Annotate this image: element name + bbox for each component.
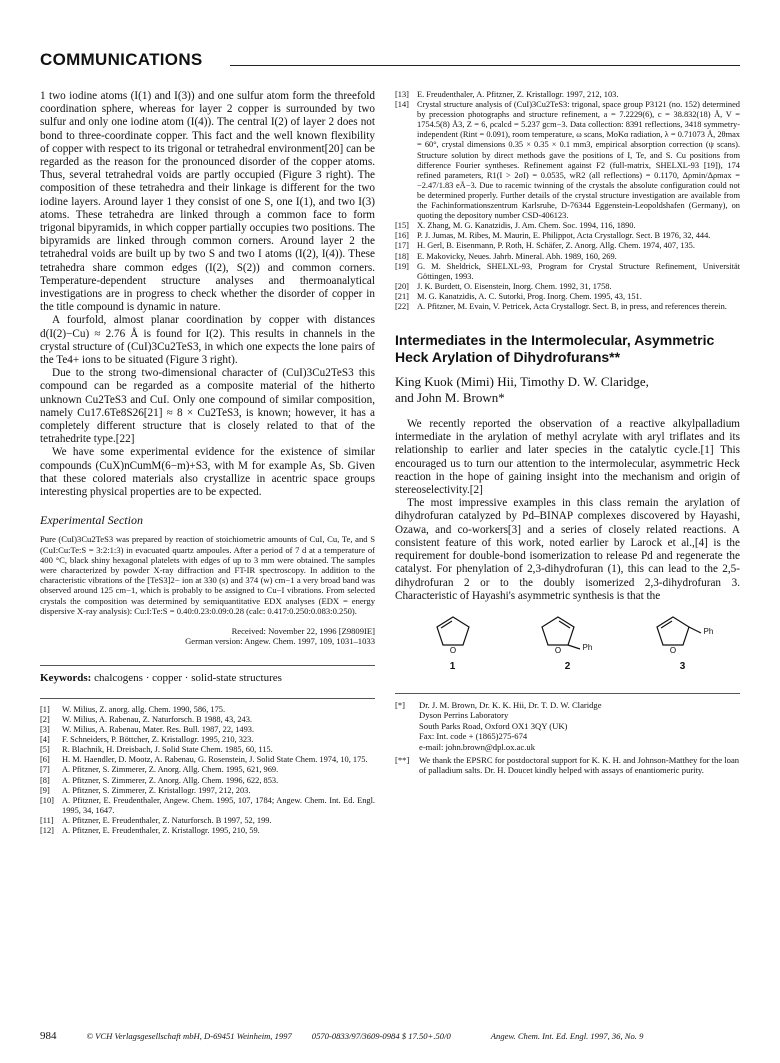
reference-list [40, 698, 375, 836]
reference-text: J. K. Burdett, O. Eisenstein, Inorg. Chem. 1992, 31, 1758. [417, 281, 612, 291]
reference-text: P. J. Jumas, M. Ribes, M. Maurin, E. Philippot, Acta Crystallogr. Sect. B 1976, 32, 444. [417, 231, 711, 241]
structure-1 [408, 611, 498, 683]
received-date: Received: November 22, 1996 [Z9809IE] [231, 625, 375, 636]
reference-text: H. Gerl, B. Eisenmann, P. Roth, H. Schäfer, Z. Anorg. Allg. Chem. 1974, 407, 135. [417, 241, 695, 251]
body-paragraph: Due to the strong two-dimensional character of (CuI)3Cu2TeS3 this compound can be regarded as a composite material of the hitherto unknown Cu2TeS3 and CuI. Only one compound of similar composition, namely Cu17.6Te8S26[21] ≈ 8 × Cu2TeS3, is known; however, it has a completely different structure that is closely related to that of the tetrahedrite type.[22] [40, 367, 375, 446]
footnote-line: South Parks Road, Oxford OX1 3QY (UK) [419, 720, 568, 731]
reference-item [395, 252, 740, 262]
reference-item [40, 776, 375, 786]
reference-item [40, 715, 375, 725]
header-rule [230, 65, 740, 66]
footnote-line: We thank the EPSRC for postdoctoral support for K. K. H. and Johnson-Matthey for the loan of palladium salts. Dr. H. Doucet kindly helped with assays of enantiomeric purity. [419, 754, 740, 776]
publisher: © VCH Verlagsgesellschaft mbH, D-69451 Weinheim, 1997 [86, 1031, 292, 1041]
reference-item [395, 282, 740, 292]
reference-number: [10] [40, 795, 54, 805]
reference-item [40, 745, 375, 755]
reference-item [395, 90, 740, 100]
body-paragraph: We have some experimental evidence for the existence of similar compounds (CuX)nCumM(6−m)+S3, with M for example As, Sb. Given that these colored materials also crystallize in acentric space groups interesting physical properties are to be expected. [40, 446, 375, 499]
keywords [40, 665, 375, 684]
authors-line: and John M. Brown* [395, 390, 505, 406]
reference-number: [12] [40, 826, 54, 836]
svg-text:O: O [554, 645, 561, 655]
body-paragraph: 1 two iodine atoms (I(1) and I(3)) and one sulfur atom form the threefold coordination sphere, whereas for layer 2 copper is surrounded by two sulfur and only one iodine atom (I(4)). The central I(2) of layer 2 does not bond to three-coordinate copper. This fact and the well known flexibility of copper with respect to its trigonal or tetrahedral environment[20] can be regarded as the reason for the pronounced disorder of the copper atoms. Thus, several tetrahedral voids are partly occupied (Figure 3 right). The composition of these tetrahedra and their linkage is different for the two iodine layers. Around layer 1 they consist of one S, one I(1), and two I(3) atoms. These tetrahedra are linked through a common face to form trigonal bipyramids, in which copper partially occupies two positions. The bipyramids are linked through common corners. Around layer 2 the tetrahedral voids are built up by two S and two I atoms (I(2), I(4)). These tetrahedra share common edges (I(2), S(2)) and common corners. Temperature-dependent structure analyses and thermoanalytical investigations are in progress to check whether the disorder of copper in the title compound is dynamic in nature. [40, 90, 375, 314]
reference-number: [4] [40, 735, 50, 745]
reference-item [395, 100, 740, 221]
authors [395, 374, 740, 406]
experimental-heading: Experimental Section [40, 513, 143, 528]
phenyl-label: Ph [703, 626, 714, 636]
reference-number: [2] [40, 715, 50, 725]
footnote [395, 700, 740, 752]
chemical-structures [395, 611, 740, 683]
reference-number: [17] [395, 241, 409, 251]
footnote-line: e-mail: john.brown@dpl.ox.ac.uk [419, 741, 536, 752]
footnote [395, 755, 740, 776]
reference-item [395, 241, 740, 251]
footnote-line: Dr. J. M. Brown, Dr. K. K. Hii, Dr. T. D. W. Claridge [419, 699, 602, 710]
reference-item [395, 221, 740, 231]
body-paragraph: A fourfold, almost planar coordination by copper with distances d(I(2)−Cu) ≈ 2.76 Å is found for I(2). This results in channels in the crystal structure of (CuI)3Cu2TeS3, in which one expects the lone pairs of the Te4+ ions to be situated (Figure 3 right). [40, 314, 375, 367]
reference-item [40, 826, 375, 836]
reference-number: [5] [40, 745, 50, 755]
reference-number: [21] [395, 291, 409, 301]
reference-item [395, 302, 740, 312]
reference-list [395, 90, 740, 312]
reference-text: A. Pfitzner, S. Zimmerer, Z. Kristallogr. 1997, 212, 203. [62, 785, 251, 795]
reference-text: M. G. Kanatzidis, A. C. Sutorki, Prog. Inorg. Chem. 1995, 43, 151. [417, 291, 642, 301]
reference-text: W. Milius, A. Rabenau, Z. Naturforsch. B 1988, 43, 243. [62, 715, 252, 725]
footnote-text [419, 700, 740, 752]
reference-text: F. Schneiders, P. Böttcher, Z. Kristallogr. 1995, 210, 323. [62, 735, 254, 745]
experimental-text: Pure (CuI)3Cu2TeS3 was prepared by reaction of stoichiometric amounts of CuI, Cu, Te, and S (CuI:Cu:Te:S = 3:2:1:3) in evacuated quartz ampoules. After a period of 7 d at a temperature of 400 °C, black shiny hexagonal platelets with edges of up to 3 mm were obtained. The samples were characterized by powder X-ray diffraction and FT-IR spectroscopy. In addition to the characteristic vibrations of the [TeS3]2− ion at 330 (s) and 374 (w) cm−1 a very broad band was observed around 125 cm−1, which is probably to be assigned to Cu−I vibrations. From selected crystals the composition was determined by semiquantitative EDX analyses (EDX = energy dispersive X-ray analysis): Cu:I:Te:S = 0.40:0.23:0.09:0.28 (calc: 0.417:0.250:0.083:0.250). [40, 534, 375, 616]
reference-number: [18] [395, 251, 409, 261]
reference-text: W. Milius, Z. anorg. allg. Chem. 1990, 586, 175. [62, 704, 226, 714]
reference-number: [22] [395, 301, 409, 311]
journal-citation: Angew. Chem. Int. Ed. Engl. 1997, 36, No. 9 [490, 1031, 644, 1041]
reference-number: [11] [40, 815, 54, 825]
footnote-line: Fax: Int. code + (1865)275-674 [419, 731, 528, 742]
dihydrofuran-structure-icon [423, 611, 483, 659]
received-info [40, 626, 375, 647]
phenyl-dihydrofuran-structure-icon [528, 611, 608, 659]
issn: 0570-0833/97/3609-0984 $ 17.50+.50/0 [311, 1031, 451, 1041]
reference-text: R. Blachnik, H. Dreisbach, J. Solid State Chem. 1985, 60, 115. [62, 745, 273, 755]
reference-item [395, 292, 740, 302]
reference-number: [8] [40, 775, 50, 785]
body-paragraph: The most impressive examples in this class remain the arylation of dihydrofuran catalyzed by Pd–BINAP complexes discovered by Hayashi, Ozawa, and co-workers[3] and a series of closely related reactions. A consistent feature of this work, noted earlier by Larock et al.,[4] is the requirement for double-bond isomerization to release Pd and regenerate the catalyst. For phenylation of 2,3-dihydrofuran (1), this can lead to the 2,5-dihydrofuran 2 or to the doubly isomerized 2,3-dihydrofuran 3. Characteristic of Hayashi's asymmetric synthesis is that the [395, 497, 740, 602]
page-footer [40, 1030, 740, 1042]
reference-item [40, 786, 375, 796]
article-title: Intermediates in the Intermolecular, Asymmetric Heck Arylation of Dihydrofurans** [395, 332, 715, 366]
body-paragraph: We recently reported the observation of a reactive alkylpalladium intermediate in the arylation of methyl acrylate with aryl triflates and its relationship to earlier and later species in the catalytic cycle.[1] This encouraged us to turn our attention to the intermolecular, asymmetric Heck reaction in the hope of gaining insight into the mechanism and origin of stereoselectivity.[2] [395, 418, 740, 497]
reference-item [40, 796, 375, 816]
right-column [395, 90, 740, 779]
section-title: COMMUNICATIONS [40, 50, 203, 69]
reference-number: [15] [395, 221, 409, 231]
reference-text: E. Freudenthaler, A. Pfitzner, Z. Kristallogr. 1997, 212, 103. [417, 90, 619, 99]
reference-text: A. Pfitzner, E. Freudenthaler, Angew. Chem. 1995, 107, 1784; Angew. Chem. Int. Ed. Engl. 1995, 34, 1647. [62, 795, 375, 815]
svg-text:O: O [449, 645, 456, 655]
footnote-line: Dyson Perrins Laboratory [419, 710, 509, 721]
keywords-label: Keywords: [40, 671, 92, 684]
left-column [40, 90, 375, 836]
phenyl-label: Ph [582, 642, 593, 652]
reference-text: Crystal structure analysis of (CuI)3Cu2TeS3: trigonal, space group P3121 (no. 152) determined by precession photographs and structure refinement, a = 7.2229(6), c = 38.832(18) Å, V = 1754.5(8) Å3, Z = 6, ρcalcd = 5.237 gcm−3. Data collection: 8391 reflections, 3418 symmetry-independent (Rint = 0.091), room temperature, ω scans, MoKα radiation, λ = 0.71073 Å, 2θmax = 60°, crystal dimensions 0.35 × 0.35 × 0.1 mm3, empirical absorption correction (ψ scans). Structure solution by direct methods gave the positions of I, Te, and S. Cu positions from difference Fourier syntheses. Refinement against F2 (full-matrix, SHELXL-93 [19]), 174 refined parameters, R1(I > 2σI) = 0.0535, wR2 (all reflections) = 0.1170, Δρmin/Δρmax = −2.47/1.83 eÅ−3. Due to racemic twinning of the crystals the absolute configuration could not be determined properly. Further details of the crystal structure investigation are available from the Fachinformationszentrum Karlsruhe, D-76344 Eggenstein-Leopoldshafen (Germany), on quoting the depository number CSD-406123. [417, 100, 740, 221]
footnote-mark: [**] [395, 754, 410, 765]
reference-text: E. Makovicky, Neues. Jahrb. Mineral. Abh. 1989, 160, 269. [417, 251, 617, 261]
reference-text: A. Pfitzner, E. Freudenthaler, Z. Kristallogr. 1995, 210, 59. [62, 826, 260, 836]
structure-2 [523, 611, 613, 683]
reference-text: X. Zhang, M. G. Kanatzidis, J. Am. Chem. Soc. 1994, 116, 1890. [417, 221, 636, 231]
reference-number: [14] [395, 100, 409, 110]
reference-item [395, 262, 740, 282]
reference-item [40, 816, 375, 826]
keywords-text: chalcogens · copper · solid-state structures [94, 671, 282, 684]
reference-text: W. Milius, A. Rabenau, Mater. Res. Bull. 1987, 22, 1493. [62, 725, 255, 735]
reference-number: [7] [40, 765, 50, 775]
structure-label: 2 [564, 660, 571, 672]
reference-number: [9] [40, 785, 50, 795]
reference-item [40, 755, 375, 765]
reference-item [40, 735, 375, 745]
reference-number: [20] [395, 281, 409, 291]
german-version: German version: Angew. Chem. 1997, 109, 1031–1033 [185, 636, 375, 647]
reference-item [40, 725, 375, 735]
reference-number: [3] [40, 725, 50, 735]
reference-text: A. Pfitzner, M. Evain, V. Petricek, Acta Crystallogr. Sect. B, in press, and references therein. [417, 301, 727, 311]
page-number: 984 [40, 1030, 57, 1042]
reference-item [40, 765, 375, 775]
reference-text: H. M. Haendler, D. Mootz, A. Rabenau, G. Rosenstein, J. Solid State Chem. 1974, 10, 175. [62, 755, 368, 765]
svg-text:O: O [669, 645, 676, 655]
structure-label: 1 [449, 660, 456, 672]
reference-number: [1] [40, 704, 50, 714]
reference-number: [19] [395, 261, 409, 271]
reference-number: [16] [395, 231, 409, 241]
article-body [395, 418, 740, 603]
reference-item [395, 231, 740, 241]
footnote-mark: [*] [395, 699, 406, 710]
reference-text: A. Pfitzner, E. Freudenthaler, Z. Naturforsch. B 1997, 52, 199. [62, 815, 272, 825]
reference-text: A. Pfitzner, S. Zimmerer, Z. Anorg. Allg. Chem. 1996, 622, 853. [62, 775, 279, 785]
reference-item [40, 705, 375, 715]
footnote-text [419, 755, 740, 776]
structure-3 [638, 611, 728, 683]
reference-text: G. M. Sheldrick, SHELXL-93, Program for Crystal Structure Refinement, Universität Göttingen, 1993. [417, 261, 740, 281]
structure-label: 3 [679, 660, 686, 672]
reference-number: [6] [40, 755, 50, 765]
authors-line: King Kuok (Mimi) Hii, Timothy D. W. Claridge, [395, 374, 649, 390]
reference-text: A. Pfitzner, S. Zimmerer, Z. Anorg. Allg. Chem. 1995, 621, 969. [62, 765, 279, 775]
author-footnotes [395, 693, 740, 776]
page-header [40, 50, 740, 72]
reference-number: [13] [395, 90, 409, 99]
